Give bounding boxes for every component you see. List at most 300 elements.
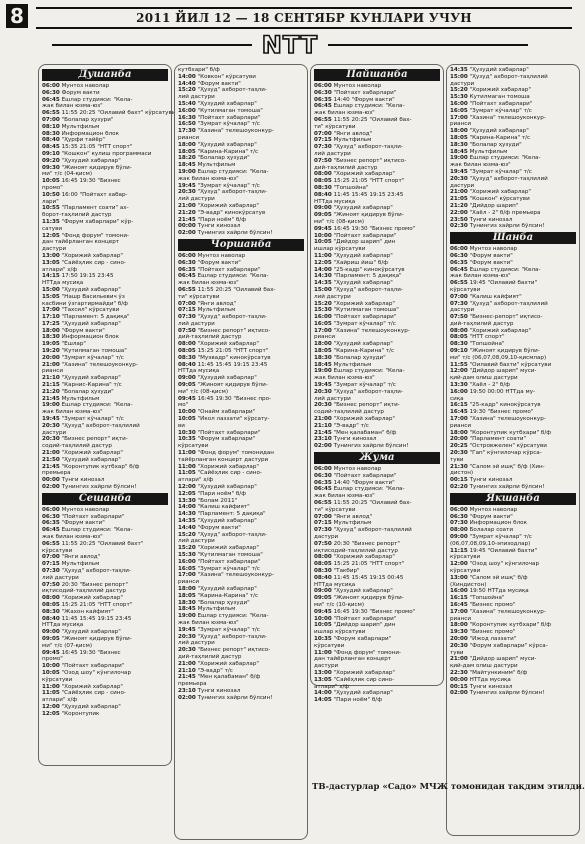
program-title: 19:50 00:00 НТТда му- [469,388,536,395]
program-time: 19:05 [42,341,60,348]
program-row [314,328,440,335]
program-row [314,110,440,117]
program-title: "Парламент: 5 дақиқа" [333,273,402,280]
program-row [450,450,576,457]
program-time: 14:00 [314,690,332,697]
program-time: 20:30 [42,436,60,443]
program-row [450,670,576,677]
program-row [178,287,304,294]
program-row [42,375,168,382]
program-title: лий дастури [178,538,215,545]
program-title: атлари" х/ф [178,477,214,484]
program-row [314,588,440,595]
program-row [450,307,576,314]
program-time: 06:55 [314,500,332,507]
program-time: 21:10 [178,667,196,674]
program-row [42,144,168,151]
program-title: "Болалар ҳузуди" [333,354,386,361]
program-row [178,457,304,464]
program-row [178,416,304,423]
program-row [450,375,576,382]
program-row [42,212,168,219]
program-time: 21:00 [450,189,468,196]
program-title: ишлар кўрсатуви [314,629,366,636]
program-row [42,470,168,477]
program-time: 07:15 [314,137,332,144]
program-title: ми" т/с (07-қисм) [42,642,93,649]
program-row [314,314,440,321]
program-row [42,253,168,260]
program-time: 08:00 [450,527,468,534]
program-title: "Бизнес репорт" иқти- [61,436,128,443]
program-title: "Ҳузуд" ахборот-таҳлилий [469,175,548,182]
program-row [450,162,576,169]
program-time: 07:30 [314,144,332,151]
program-time: 06:35 [450,259,468,266]
program-row [314,301,440,308]
program-row [42,301,168,308]
program-time: 08:40 [314,191,332,198]
program-title: "Ҳузудий хабарлар" [469,67,529,73]
program-title: туви [450,456,464,463]
program-row [42,423,168,430]
program-time: 08:00 [42,595,60,602]
program-time: 07:50 [314,540,332,547]
program-time: 06:30 [178,259,196,266]
program-row [42,464,168,471]
program-row [450,507,576,514]
program-title: "Карина-Карина" т/с [333,348,395,355]
program-row [450,629,576,636]
program-row [450,484,576,491]
program-row [450,643,576,650]
program-time: 16:05 [314,320,332,327]
program-title: Форум вакти [61,89,100,96]
program-time: 07:00 [450,293,468,300]
program-time: 18:05 [178,148,196,155]
program-time: 17:00 [42,307,60,314]
program-title: "Пойтахт хабарлари" [333,472,397,479]
program-title: 11:55 20:25 "Оилавий бахт" [61,540,144,547]
program-row [42,124,168,131]
program-time: 06:30 [450,513,468,520]
program-row [450,436,576,443]
program-time: 06:45 [314,103,332,110]
program-title: "Форум хабарлари" [197,436,256,443]
program-title: "Ҳузуд" ахборот-таҳли- [197,189,267,196]
program-row [450,430,576,437]
program-time: 02:30 [450,223,468,230]
program-time: 00:00 [178,223,196,230]
program-title: борот-таҳлилий дастур [42,212,112,219]
program-time: 16:45 [450,409,468,416]
program-time: 12:00 [450,561,468,568]
program-title: "Ҳузуд" ахборот-таҳли- [333,388,403,395]
program-row [42,450,168,457]
program-title: атлари" х/ф [42,697,78,704]
program-title: "Хорижий хабарлар" [333,416,395,423]
program-row [314,541,440,548]
program-title: лий дастури [178,320,215,327]
program-row [178,74,304,81]
program-time: 09:00 [314,205,332,212]
program-time: 18:30 [314,354,332,361]
program-row [314,260,440,267]
column-1 [38,64,176,766]
program-title: Ешлар студияси: "Кела- [469,266,541,273]
program-title: тайёрланган концерт дастури [178,456,269,463]
program-title: "Форум хабарлари" кўрса- [469,642,548,649]
program-time: 08:00 [314,554,332,561]
program-row [42,246,168,253]
program-time: 06:30 [314,89,332,96]
program-row [314,493,440,500]
program-time: 16:00 [450,588,468,595]
program-time: 09:45 [42,649,60,656]
program-time: 06:55 [42,110,60,117]
program-title: "Хорижий хабарлар" [333,171,395,178]
program-time: 07:50 [42,581,60,588]
program-title: атлари" х/ф [314,683,350,690]
day-heading: Шанба [450,232,576,244]
program-title: НТТда мусиқа [314,581,356,588]
program-title: "Хазина" телешоуконкур- [469,416,546,423]
program-time: 07:15 [314,520,332,527]
program-row [42,97,168,104]
program-row [42,171,168,178]
program-title: 16:45 19:30 "Бизнес промо" [333,225,416,232]
program-row [314,643,440,650]
program-row [450,101,576,108]
program-row [450,348,576,355]
program-title: Мунтоз наволар [469,506,518,513]
footer-credit: ТВ-дастурлар «Садо» МЧЖ томонидан тақдим этилди. [312,782,585,792]
program-time: 09:00 [450,534,468,540]
program-title: 11:55 20:25 "Оилавий бахт" кўрсатуви [61,110,176,117]
program-row [314,389,440,396]
program-time: 14:35 [450,67,468,73]
program-time: 06:00 [314,466,332,473]
program-time: 12:05 [42,232,60,239]
program-title: Мультфильм [61,123,100,130]
program-row [314,212,440,219]
program-title: "Пари ноём" б/ф [197,216,246,223]
program-time: 00:00 [42,477,60,484]
program-row [314,97,440,104]
program-title: "Хорижий хабарлар" [197,545,259,552]
program-row [314,219,440,226]
program-time: 09:00 [314,588,332,595]
program-row [314,554,440,561]
program-time: 18:45 [314,361,332,368]
program-title: "Форум вакти" [469,259,513,266]
program-title: "Нашр Васильевич ўз [61,293,125,300]
program-row [42,568,168,575]
program-title: "Ҳузуд" ахборот-таҳли- [197,633,267,640]
program-title: "Озод шоу" кўнгилочар [469,561,540,568]
program-row [450,534,576,541]
program-time: 18:45 [178,162,196,169]
program-row [450,464,576,471]
program-title: "Форум вакти" [61,520,105,527]
program-row [450,87,576,94]
program-time: 18:20 [178,155,196,162]
program-row [42,636,168,643]
program-title: лий дастури [178,196,215,203]
program-time: 14:00 [178,504,196,511]
program-row [314,396,440,403]
program-title: "Жиноят қидирув бўли- [61,164,132,171]
program-time: 13:30 [178,497,196,504]
program-title: "Хорижий хабарлар" [197,660,259,667]
program-row [314,103,440,110]
program-row [314,534,440,541]
program-row [450,74,576,81]
program-title: ми" т/с (08-қисм) [178,388,229,395]
program-title: Ешлар студияси: "Кела- [333,486,405,493]
program-row [178,654,304,661]
program-title: Тунги кинозал [61,477,105,484]
program-title: "Ҳузуд" ахборот-таҳли- [61,567,131,574]
program-title: "Хорижий хабарлар" [197,341,259,348]
program-time: 19:45 [178,626,196,633]
program-time: 19:00 [314,368,332,375]
program-time: 08:00 [178,341,196,348]
program-title: "Ҳузудий хабарлар" [61,629,121,636]
program-time: 20:25 [450,443,468,450]
program-title: атлари" х/ф [42,266,78,273]
program-title: "Парламент: 5 дақиқа" [197,511,266,518]
program-row [450,294,576,301]
program-time: 13:30 [450,382,468,389]
program-time: 16:00 [450,100,468,107]
program-title: Мунтоз наволар [469,246,518,253]
program-time: 09:20 [42,157,60,164]
program-title: "Коронтупик кутбхар" б/ф [61,463,140,470]
program-title: Мунтоз наволар [197,252,246,259]
program-title: рианси [178,134,199,141]
program-row [42,650,168,657]
program-title: "Хорижий хабарлар" [333,300,395,307]
program-time: 18:30 [450,141,468,148]
program-row [314,514,440,521]
day-heading: Пайшанба [314,69,440,81]
program-time: 08:40 [42,137,60,144]
program-row [450,568,576,575]
program-row [314,124,440,131]
program-title: "Зумрат кўчалар" т/с [197,121,260,128]
program-title: 16:45 19:30 "Бизнес [61,178,121,185]
program-time: 20:30 [42,422,60,429]
program-time: 09:10 [450,348,468,355]
program-time: 07:00 [178,300,196,307]
program-row [450,423,576,430]
program-row [314,663,440,670]
program-time: 18:00 [178,585,196,592]
program-time: 08:45 [42,144,60,151]
program-time: 07:50 [450,314,468,321]
program-title: 19:50 НТТда мусиқа [469,588,529,595]
program-row [178,67,304,74]
program-title: кўрсатуви [314,642,345,649]
program-title: "Гап" кўнгилочар кўрса- [469,450,542,457]
program-row [42,507,168,514]
program-row [178,674,304,681]
program-title: Ешлар студияси: "Кела- [197,168,269,175]
program-time: 20:30 [450,175,468,182]
program-row [178,314,304,321]
program-time: 00:15 [450,683,468,690]
program-title: "Зумрат кўчалар" т/с [61,416,124,423]
program-row [314,294,440,301]
program-time: 18:45 [450,148,468,155]
program-title: Тунги кинозал [469,216,513,223]
program-row [450,223,576,230]
program-title: кўрсатуви [450,567,481,574]
program-title: "Болалар ҳузуди" [197,599,250,606]
program-title: дий-таҳлилий дастур [314,164,378,171]
program-title: "Хорижий хабарлар" [469,327,531,334]
program-title: "Ҳузудий хабарлар" [333,588,393,595]
program-title: дан тайёрланган концерт [314,656,392,663]
program-row [178,606,304,613]
program-title: НТТда мусиқа [314,198,356,205]
program-row [42,287,168,294]
program-row [314,171,440,178]
program-title: "Форум вакти" [197,259,241,266]
program-row [314,486,440,493]
program-title: "Кутилмаган томоша" [197,107,263,114]
program-title: "Коронтупик кутбхари" б/ф [469,622,551,629]
program-time: 18:30 [178,599,196,606]
program-time: 02:00 [450,690,468,697]
program-title: рианси [450,121,471,128]
program-row [178,511,304,518]
program-time: 08:05 [42,601,60,608]
program-row [450,142,576,149]
program-time: 21:45 [42,395,60,402]
program-title: жак билан юзма-юз" [314,110,375,117]
program-title: 11:55 20:25 "Оилавий бах- [333,116,412,123]
program-title: 20:30 "Бизнес репорт" [61,581,128,588]
program-title: 11:55 20:25 "Оилавий бах- [333,500,412,507]
program-row [450,527,576,534]
program-title: Информацион блок [61,334,119,341]
program-title: "Ҳузудий хабарлар" [61,320,121,327]
program-time: 20:30 [314,402,332,409]
program-title: лий дастури [178,640,215,647]
program-title: ти" кўрсатуви [314,506,356,513]
program-title: Информацион блок [61,130,119,137]
program-time: 07:50 [178,327,196,334]
program-row [42,307,168,314]
program-time: 06:55 [450,280,468,287]
program-row [42,520,168,527]
program-time: 06:35 [42,520,60,527]
program-row [178,600,304,607]
program-title: "Хорижий хабарлар" [61,595,123,602]
program-time: 16:00 [178,107,196,114]
program-row [42,527,168,534]
program-time: 21:15 [42,382,60,389]
program-title: "Хорижий хабарлар" [469,87,531,94]
program-time: 21:20 [450,202,468,209]
program-time: 20:00 [450,635,468,642]
program-row [314,507,440,514]
program-title: "Ҳузудий хабарлар" [197,518,257,524]
program-row [314,362,440,369]
program-title: "Ҳузудий хабарлар" [197,484,257,491]
program-time: 20:30 [314,388,332,395]
program-time: 21:00 [42,450,60,457]
program-row [314,636,440,643]
program-row [314,416,440,423]
program-title: 15:25 21:05 "НТТ спорт" [61,601,133,608]
program-row [314,246,440,253]
program-time: 12:00 [42,703,60,710]
program-time: 02:00 [314,443,332,450]
program-title: ви [178,422,185,429]
program-row [178,695,304,702]
program-row [178,375,304,382]
program-row [314,595,440,602]
program-row [450,108,576,115]
program-title: "Болалар ҳузуди" [469,141,522,148]
program-title: лий дастури [178,94,215,101]
program-row [314,192,440,199]
program-title: Мунтоз наволар [333,83,382,89]
program-title: "Зумрат кўчалар" т/с [333,320,396,327]
program-time: 21:00 [178,660,196,667]
program-row [314,368,440,375]
program-time: 21:45 [314,429,332,436]
program-time: 14:05 [314,697,332,704]
program-title: "Бизнес репорт" иқтисо- [197,327,271,334]
program-time: 08:30 [42,130,60,137]
program-time: 15:40 [178,100,196,107]
program-time: 19:30 [450,629,468,636]
program-row [42,90,168,97]
program-title: "Бизнес репорт" иқтисо- [197,647,271,654]
program-title: НТТда мусиқа [469,676,511,683]
program-row [42,609,168,616]
program-title: Мультфильм [61,561,100,568]
program-title: "Дийдор шарип" муси- [469,656,537,663]
program-title: "Зумрат кўчалар" т/с [197,626,260,633]
program-row [450,396,576,403]
program-time: 11:00 [178,463,196,470]
program-title: иқтисодий-таҳлилий дастур [42,588,126,595]
program-time: 21:45 [42,463,60,470]
program-row [450,341,576,348]
program-title: "Онайм хабарлари" [197,409,256,416]
program-time: 18:05 [314,348,332,355]
program-title: "Кошкон" кўрсатуви [469,196,530,203]
program-row [314,690,440,697]
program-title: рианси [450,615,471,622]
program-title: Тунги кинозал [469,477,513,484]
program-row [314,205,440,212]
program-row [314,158,440,165]
program-row [178,627,304,634]
program-title: "Янги авлод" [61,554,101,561]
program-row [42,616,168,623]
program-title: Тунингиз хайрли бўлсин! [61,484,137,491]
program-title: иқтисодий-таҳлилий дастур [314,547,398,554]
program-time: 08:40 [178,361,196,368]
program-title: жак билан юзма-юз" [314,375,375,382]
program-title: "Майтункиним" б/ф [469,669,528,676]
